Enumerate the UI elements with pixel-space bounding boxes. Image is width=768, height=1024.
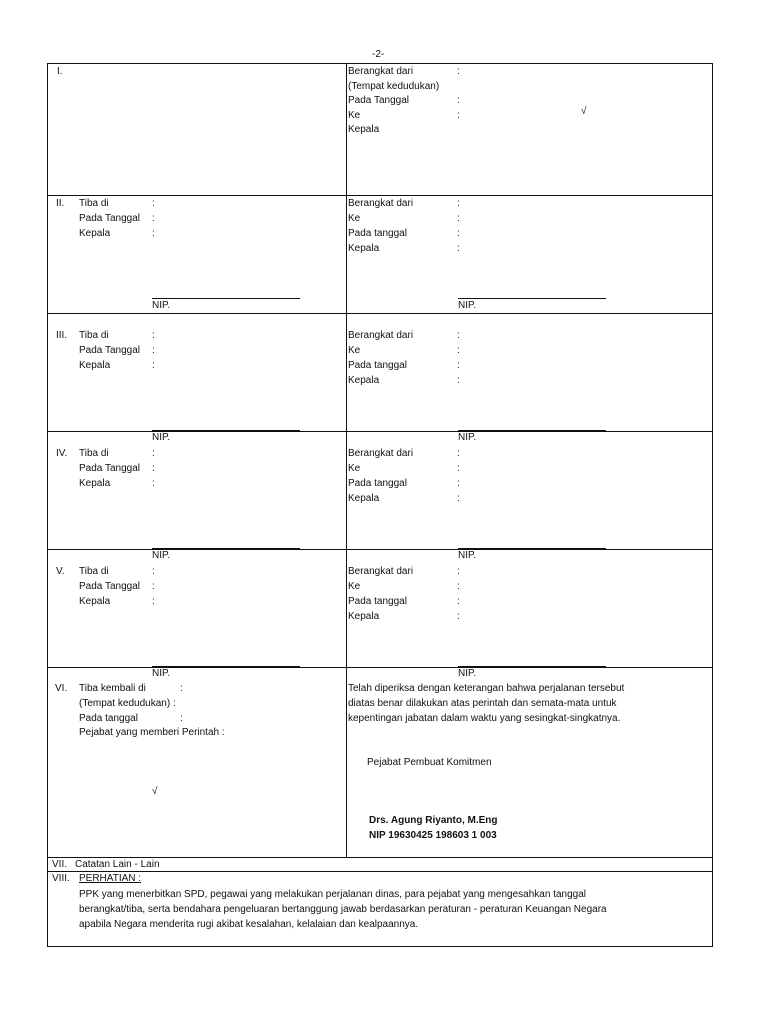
stop-right-label: Berangkat dari — [348, 198, 414, 209]
check-mark: √ — [581, 106, 587, 117]
stop-left-label: Kepala — [79, 478, 111, 489]
stop-right-label: Ke — [348, 345, 361, 356]
stop-left-label: Kepala — [79, 228, 111, 239]
colon: : — [152, 596, 155, 607]
catatan-lain-label: Catatan Lain - Lain — [75, 859, 160, 870]
page-number: -2- — [372, 49, 385, 60]
colon: : — [457, 581, 460, 592]
colon: : — [152, 360, 155, 371]
stop-right-label: Kepala — [348, 611, 380, 622]
stop-right-label: Berangkat dari — [348, 448, 414, 459]
signature-line — [458, 430, 606, 431]
stop-right-label: Ke — [348, 581, 361, 592]
colon: : — [152, 463, 155, 474]
section-number: III. — [56, 330, 68, 341]
colon: : — [152, 213, 155, 224]
section-i-number: I. — [57, 66, 63, 77]
nip-label: NIP. — [458, 432, 477, 443]
perhatian-line: apabila Negara menderita rugi akibat kesalahan, kelalaian dan kealpaannya. — [79, 919, 419, 930]
label-pada-tanggal: Pada tanggal — [79, 713, 138, 724]
row-divider — [47, 195, 713, 196]
colon: : — [152, 345, 155, 356]
nip-label: NIP. — [152, 668, 171, 679]
stop-left-label: Tiba di — [79, 198, 109, 209]
section-vii-number: VII. — [52, 859, 68, 870]
signature-line — [152, 666, 300, 667]
statement-line: kepentingan jabatan dalam waktu yang sesingkat-singkatnya. — [348, 713, 621, 724]
official-title: Pejabat Pembuat Komitmen — [367, 757, 492, 768]
colon: : — [457, 596, 460, 607]
row-divider — [47, 857, 713, 858]
stop-right-label: Pada tanggal — [348, 478, 407, 489]
colon: : — [457, 330, 460, 341]
stop-left-label: Tiba di — [79, 330, 109, 341]
stop-left-label: Pada Tanggal — [79, 345, 140, 356]
signature-line — [152, 298, 300, 299]
nip-label: NIP. — [458, 668, 477, 679]
perhatian-heading: PERHATIAN : — [79, 873, 142, 884]
colon: : — [457, 611, 460, 622]
official-nip: NIP 19630425 198603 1 003 — [369, 830, 497, 841]
stop-right-label: Pada tanggal — [348, 360, 407, 371]
label-tiba-kembali: Tiba kembali di — [79, 683, 146, 694]
perhatian-line: berangkat/tiba, serta bendahara pengeluaran bertanggung jawab berdasarkan peraturan - peraturan Keuangan Negara — [79, 904, 607, 915]
column-divider — [346, 64, 347, 857]
section-vi-number: VI. — [55, 683, 68, 694]
colon: : — [457, 95, 460, 106]
section-viii-number: VIII. — [52, 873, 70, 884]
signature-line — [152, 430, 300, 431]
nip-label: NIP. — [152, 432, 171, 443]
colon: : — [152, 478, 155, 489]
row-divider — [47, 871, 713, 872]
colon: : — [457, 228, 460, 239]
stop-right-label: Ke — [348, 463, 361, 474]
colon: : — [457, 345, 460, 356]
row-divider — [47, 549, 713, 550]
colon: : — [457, 66, 460, 77]
label-berangkat-dari: Berangkat dari — [348, 66, 414, 77]
section-number: V. — [56, 566, 65, 577]
stop-right-label: Ke — [348, 213, 361, 224]
label-tempat-kedudukan: (Tempat kedudukan) — [348, 81, 440, 92]
perhatian-line: PPK yang menerbitkan SPD, pegawai yang melakukan perjalanan dinas, para pejabat yang mengesahkan tanggal — [79, 889, 587, 900]
check-mark: √ — [152, 786, 158, 797]
label-kepala: Kepala — [348, 124, 380, 135]
nip-label: NIP. — [458, 300, 477, 311]
colon: : — [152, 448, 155, 459]
stop-left-label: Pada Tanggal — [79, 581, 140, 592]
stop-left-label: Kepala — [79, 596, 111, 607]
colon: : — [457, 110, 460, 121]
colon: : — [457, 198, 460, 209]
colon: : — [457, 463, 460, 474]
signature-line — [152, 548, 300, 549]
row-divider — [47, 313, 713, 314]
nip-label: NIP. — [152, 300, 171, 311]
colon: : — [457, 375, 460, 386]
colon: : — [152, 198, 155, 209]
section-number: II. — [56, 198, 65, 209]
stop-left-label: Tiba di — [79, 566, 109, 577]
stop-left-label: Tiba di — [79, 448, 109, 459]
colon: : — [457, 360, 460, 371]
row-divider — [47, 431, 713, 432]
nip-label: NIP. — [152, 550, 171, 561]
row-divider — [47, 667, 713, 668]
colon: : — [457, 478, 460, 489]
signature-line — [458, 298, 606, 299]
label-pada-tanggal: Pada Tanggal — [348, 95, 409, 106]
colon: : — [457, 566, 460, 577]
stop-right-label: Berangkat dari — [348, 330, 414, 341]
stop-left-label: Kepala — [79, 360, 111, 371]
colon: : — [457, 448, 460, 459]
label-ke: Ke — [348, 110, 361, 121]
stop-left-label: Pada Tanggal — [79, 463, 140, 474]
stop-right-label: Pada tanggal — [348, 228, 407, 239]
statement-line: diatas benar dilakukan atas perintah dan semata-mata untuk — [348, 698, 617, 709]
stop-right-label: Kepala — [348, 493, 380, 504]
colon: : — [152, 566, 155, 577]
colon: : — [457, 243, 460, 254]
stop-right-label: Kepala — [348, 243, 380, 254]
colon: : — [180, 713, 183, 724]
colon: : — [152, 228, 155, 239]
colon: : — [180, 683, 183, 694]
colon: : — [457, 213, 460, 224]
colon: : — [152, 330, 155, 341]
signature-line — [458, 548, 606, 549]
stop-left-label: Pada Tanggal — [79, 213, 140, 224]
label-tempat-kedudukan: (Tempat kedudukan) : — [79, 698, 176, 709]
stop-right-label: Berangkat dari — [348, 566, 414, 577]
signature-line — [458, 666, 606, 667]
section-number: IV. — [56, 448, 68, 459]
colon: : — [457, 493, 460, 504]
stop-right-label: Pada tanggal — [348, 596, 407, 607]
stop-right-label: Kepala — [348, 375, 380, 386]
label-pejabat-pemberi-perintah: Pejabat yang memberi Perintah : — [79, 727, 225, 738]
statement-line: Telah diperiksa dengan keterangan bahwa perjalanan tersebut — [348, 683, 625, 694]
official-name: Drs. Agung Riyanto, M.Eng — [369, 815, 498, 826]
nip-label: NIP. — [458, 550, 477, 561]
colon: : — [152, 581, 155, 592]
